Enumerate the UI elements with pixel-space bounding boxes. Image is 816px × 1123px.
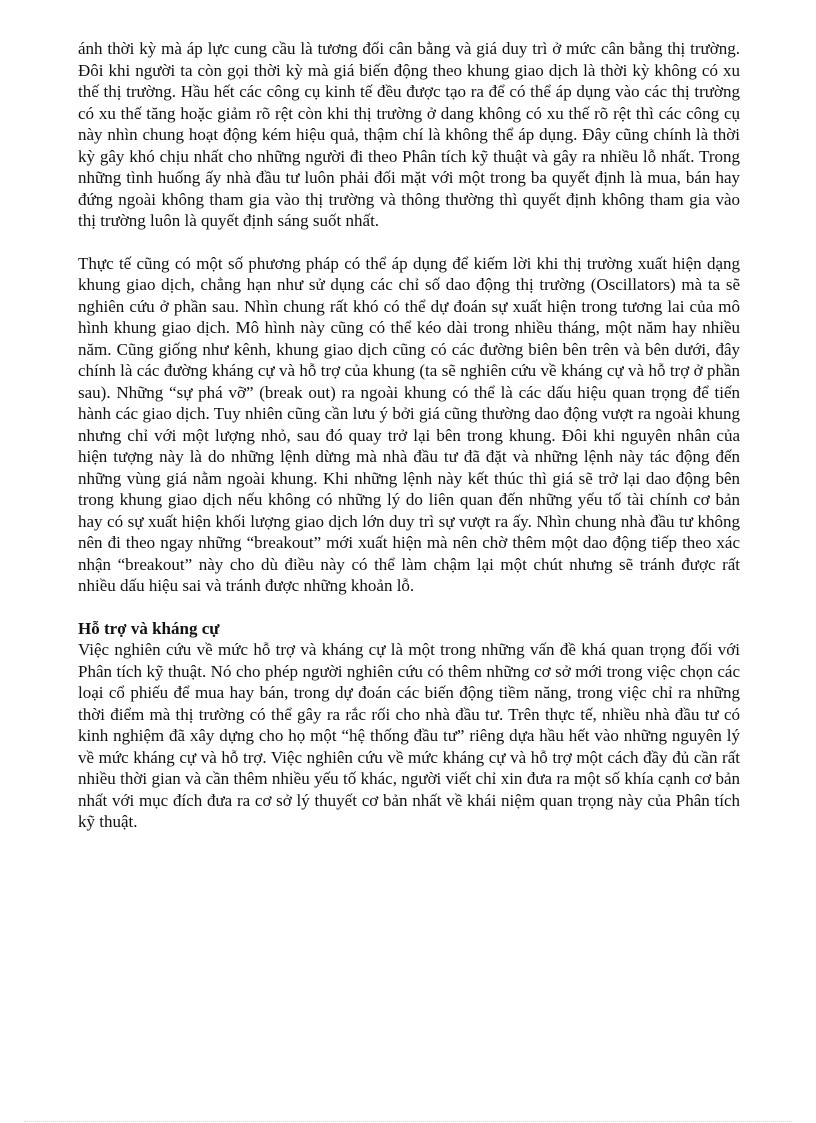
section-heading-support-resistance: Hỗ trợ và kháng cự: [78, 618, 220, 638]
page-bottom-divider: [24, 1121, 792, 1122]
paragraph-range-trading: ánh thời kỳ mà áp lực cung cầu là tương đối cân bằng và giá duy trì ở mức cân bằng thị trường. Đôi khi người ta còn gọi thời kỳ mà giá biến động theo khung giao dịch là thời kỳ không có xu thế thị trường. Hầu hết các công cụ kinh tế đều được tạo ra để có thể áp dụng vào các thị trường có xu thế tăng hoặc giảm rõ rệt còn khi thị trường ở dang không có xu thế rõ rệt thì các công cụ này nhìn chung hoạt động kém hiệu quả, thậm chí là không thể áp dụng. Đây cũng chính là thời kỳ gây khó chịu nhất cho những người đi theo Phân tích kỹ thuật và gây ra nhiều lỗ nhất. Trong những tình huống ấy nhà đầu tư luôn phải đối mặt với một trong ba quyết định là mua, bán hay đứng ngoài không tham gia vào thị trường và thông thường thì quyết định không tham gia vào thị trường luôn là quyết định sáng suốt nhất.: [78, 39, 740, 230]
paragraph-breakout: Thực tế cũng có một số phương pháp có thể áp dụng để kiếm lời khi thị trường xuất hiện dạng khung giao dịch, chẳng hạn như sử dụng các chỉ số dao động thị trường (Oscillators) mà ta sẽ nghiên cứu ở phần sau. Nhìn chung rất khó có thể dự đoán sự xuất hiện trong tương lai của mô hình khung giao dịch. Mô hình này cũng có thể kéo dài trong nhiều tháng, một năm hay nhiều năm. Cũng giống như kênh, khung giao dịch cũng có các đường biên bên trên và bên dưới, đây chính là các đường kháng cự và hỗ trợ của khung (ta sẽ nghiên cứu về kháng cự và hỗ trợ ở phần sau). Những “sự phá vỡ” (break out) ra ngoài khung có thể là các dấu hiệu quan trọng để tiến hành các giao dịch. Tuy nhiên cũng cần lưu ý bởi giá cũng thường dao động vượt ra ngoài khung nhưng chỉ với một lượng nhỏ, sau đó quay trở lại bên trong khung. Đôi khi nguyên nhân của hiện tượng này là do những lệnh dừng mà nhà đầu tư đã đặt và những lệnh này tác động đến những vùng giá nằm ngoài khung. Khi những lệnh này kết thúc thì giá sẽ trở lại dao động bên trong khung giao dịch nếu không có những lý do liên quan đến những yếu tố tài chính cơ bản hay có sự xuất hiện khối lượng giao dịch lớn duy trì sự vượt ra ấy. Nhìn chung nhà đầu tư không nên đi theo ngay những “breakout” mới xuất hiện mà nên chờ thêm một dao động tiếp theo xác nhận “breakout” này cho dù điều này có thể làm chậm lại một chút nhưng sẽ tránh được rất nhiều dấu hiệu sai và tránh được những khoản lỗ.: [78, 253, 740, 595]
paragraph-support-resistance: Việc nghiên cứu về mức hỗ trợ và kháng cự là một trong những vấn đề khá quan trọng đối với Phân tích kỹ thuật. Nó cho phép người nghiên cứu có thêm những cơ sở mới trong việc chọn các loại cổ phiếu để mua hay bán, trong dự đoán các biến động tiềm năng, trong việc chỉ ra những thời điểm mà thị trường có thể gây ra rắc rối cho nhà đầu tư. Trên thực tế, nhiều nhà đầu tư có kinh nghiệm đã xây dựng cho họ một “hệ thống đầu tư” riêng dựa hầu hết vào những nguyên lý về mức kháng cự và hỗ trợ. Việc nghiên cứu về mức kháng cự và hỗ trợ một cách đầy đủ cần rất nhiều thời gian và cần thêm nhiều yếu tố khác, người viết chỉ xin đưa ra một số khía cạnh cơ bản nhất với mục đích đưa ra cơ sở lý thuyết cơ bản nhất về khái niệm quan trọng này của Phân tích kỹ thuật.: [78, 640, 740, 831]
document-page: [78, 38, 740, 833]
